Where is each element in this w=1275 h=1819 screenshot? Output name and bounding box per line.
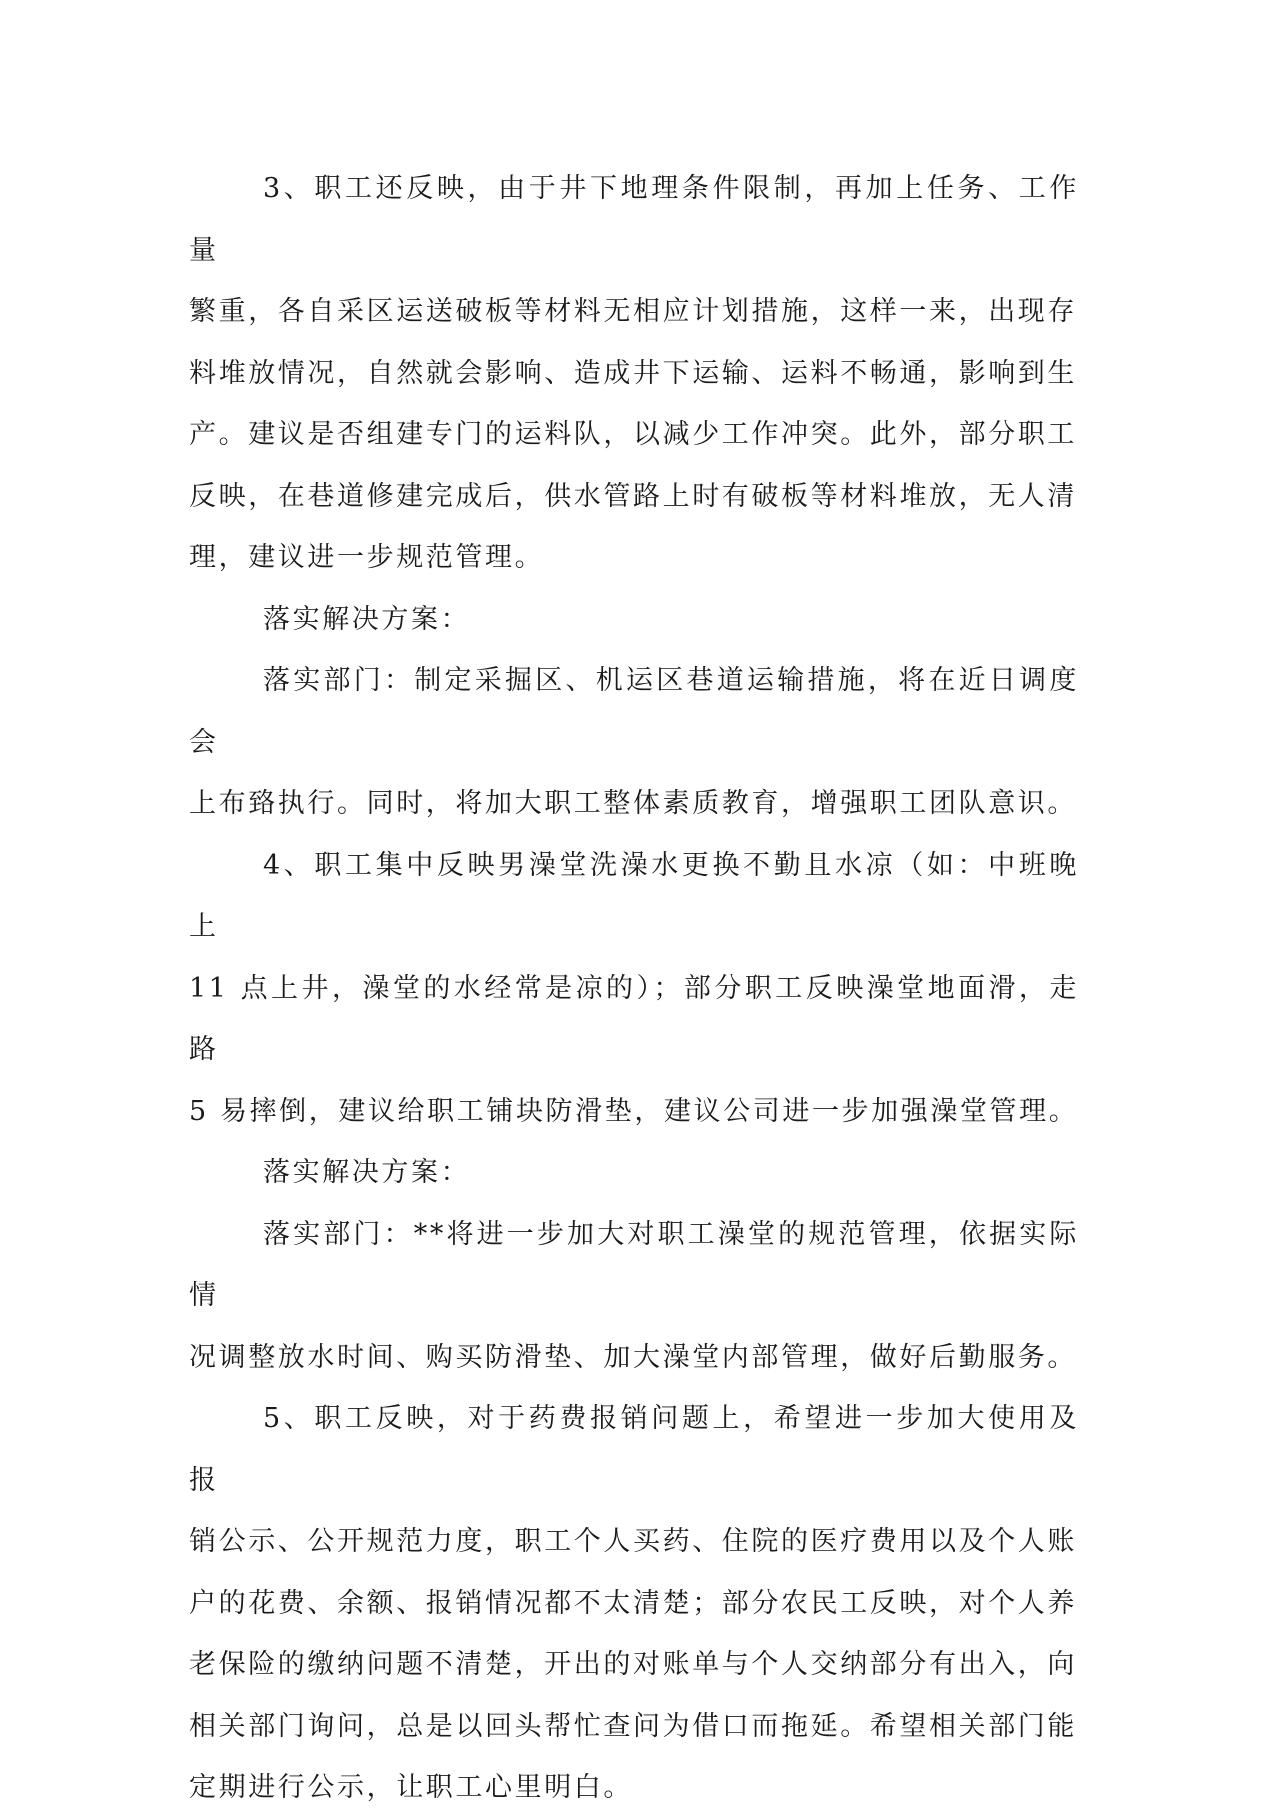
department-response: 落实部门：制定采掘区、机运区巷道运输措施，将在近日调度会 上布臵执行。同时，将加大职工整体素质教育，增强职工团队意识。 xyxy=(189,665,1079,819)
department-response: 落实部门：**将进一步加大对职工澡堂的规范管理，依据实际情 况调整放水时间、购买防滑垫、加大澡堂内部管理，做好后勤服务。 xyxy=(189,1218,1079,1373)
paragraph-item-4: 4、职工集中反映男澡堂洗澡水更换不勤且水凉（如：中班晚上 11 点上井，澡堂的水经常是凉的）；部分职工反映澡堂地面滑，走路 5 易摔倒，建议给职工铺块防滑垫，建议公司进一步加强澡堂管理。 xyxy=(189,849,1079,1127)
document-body xyxy=(189,158,1079,1819)
solution-heading: 落实解决方案： xyxy=(263,1157,471,1188)
solution-heading: 落实解决方案： xyxy=(263,603,471,635)
paragraph-item-3: 3、职工还反映，由于井下地理条件限制，再加上任务、工作量 繁重，各自采区运送破板等材料无相应计划措施，这样一来，出现存 料堆放情况，自然就会影响、造成井下运输、运料不畅通，影响到生 产。建议是否组建专门的运料队，以减少工作冲突。此外，部分职工 反映，在巷道修建完成后，供水管路上时有破板等材料堆放，无人清 理，建议进一步规范管理。 xyxy=(189,173,1079,573)
paragraph-item-5: 5、职工反映，对于药费报销问题上，希望进一步加大使用及报 销公示、公开规范力度，职工个人买药、住院的医疗费用以及个人账 户的花费、余额、报销情况都不太清楚；部分农民工反映，对个人养 老保险的缴纳问题不清楚，开出的对账单与个人交纳部分有出入，向 相关部门询问，总是以回头帮忙查问为借口而拖延。希望相关部门能 定期进行公示，让职工心里明白。 xyxy=(189,1403,1079,1803)
